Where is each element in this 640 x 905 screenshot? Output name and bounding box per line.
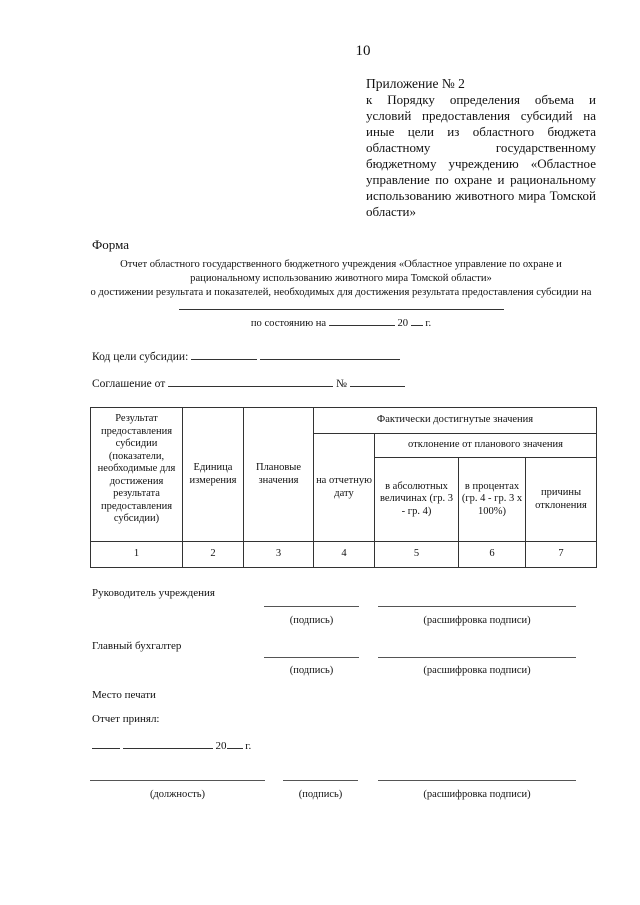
agreement-label: Соглашение от [92,378,166,390]
accountant-decipher-caption: (расшифровка подписи) [423,665,531,676]
acceptance-year-suffix: г. [245,740,252,752]
agreement-number-field[interactable] [350,376,405,387]
accountant-signature-line[interactable] [264,657,359,658]
header-actual: Фактически достигнутые значения [314,408,597,434]
acceptor-signature-line[interactable] [283,780,358,781]
head-signature-line[interactable] [264,606,359,607]
heading-line-2-text: о достижении результата и показателей, необходимых для достижения результата предоставления субсидии на [90,286,592,298]
column-number-2: 2 [183,542,244,568]
column-number-7: 7 [526,542,597,568]
goal-code-field-2[interactable] [260,349,400,360]
accountant-decipher-line[interactable] [378,657,576,658]
stamp-label: Место печати [92,689,156,701]
header-percent: в процентах (гр. 4 - гр. 3 х 100%) [459,458,526,542]
goal-code-label: Код цели субсидии: [92,351,189,363]
goal-code-field-1[interactable] [191,349,257,360]
year-prefix: 20 [397,318,409,330]
column-number-4: 4 [314,542,375,568]
head-decipher-caption: (расшифровка подписи) [423,615,531,626]
head-label: Руководитель учреждения [92,587,215,599]
appendix-text: к Порядку определения объема и условий предоставления субсидий на иные цели из областного бюджета областному государственному бюджетному учреждению «Областное управление по охране и рациональному использованию животного мира Томской области» [366,92,596,219]
header-planned: Плановые значения [244,408,314,542]
header-reasons: причины отклонения [526,458,597,542]
report-heading [86,258,596,331]
header-absolute: в абсолютных величинах (гр. 3 - гр. 4) [375,458,459,542]
acceptance-day-field[interactable] [92,738,120,749]
header-reporting-date: на отчетную дату [314,434,375,542]
header-result: Результат предоставления субсидии (показатели, необходимые для достижения результата предоставления субсидии) [91,408,183,542]
report-table [90,407,597,568]
header-unit: Единица измерения [183,408,244,542]
date-year-field[interactable] [411,315,423,326]
acceptance-date-row [92,738,251,752]
acceptor-decipher-caption: (расшифровка подписи) [423,789,531,800]
acceptance-year-field[interactable] [227,738,243,749]
goal-code-row [92,349,400,363]
head-signature-caption: (подпись) [289,615,334,626]
year-suffix: г. [425,318,432,330]
subsidy-name-field[interactable] [179,299,504,310]
agreement-date-field[interactable] [168,376,333,387]
acceptor-position-line[interactable] [90,780,265,781]
column-number-6: 6 [459,542,526,568]
page-number: 10 [355,43,371,59]
agreement-row [92,376,405,390]
form-label: Форма [92,237,129,252]
appendix-title: Приложение № 2 [366,76,465,91]
heading-as-of [86,315,596,331]
acceptor-signature-caption: (подпись) [298,789,343,800]
heading-line-2 [86,286,596,316]
header-deviation: отклонение от планового значения [375,434,597,458]
agreement-number-sign: № [336,378,348,390]
accepted-label: Отчет принял: [92,713,160,725]
as-of-label: по состоянию на [250,318,327,330]
appendix-block [366,76,596,220]
accountant-label: Главный бухгалтер [92,640,182,652]
acceptance-year-prefix: 20 [215,740,227,752]
head-decipher-line[interactable] [378,606,576,607]
acceptor-decipher-line[interactable] [378,780,576,781]
column-number-5: 5 [375,542,459,568]
column-number-3: 3 [244,542,314,568]
accountant-signature-caption: (подпись) [289,665,334,676]
date-day-month-field[interactable] [329,315,395,326]
acceptor-position-caption: (должность) [149,789,206,800]
column-number-1: 1 [91,542,183,568]
acceptance-month-field[interactable] [123,738,213,749]
heading-line-1: Отчет областного государственного бюджетного учреждения «Областное управление по охране и рациональному использованию животного мира Томской области» [120,259,562,284]
